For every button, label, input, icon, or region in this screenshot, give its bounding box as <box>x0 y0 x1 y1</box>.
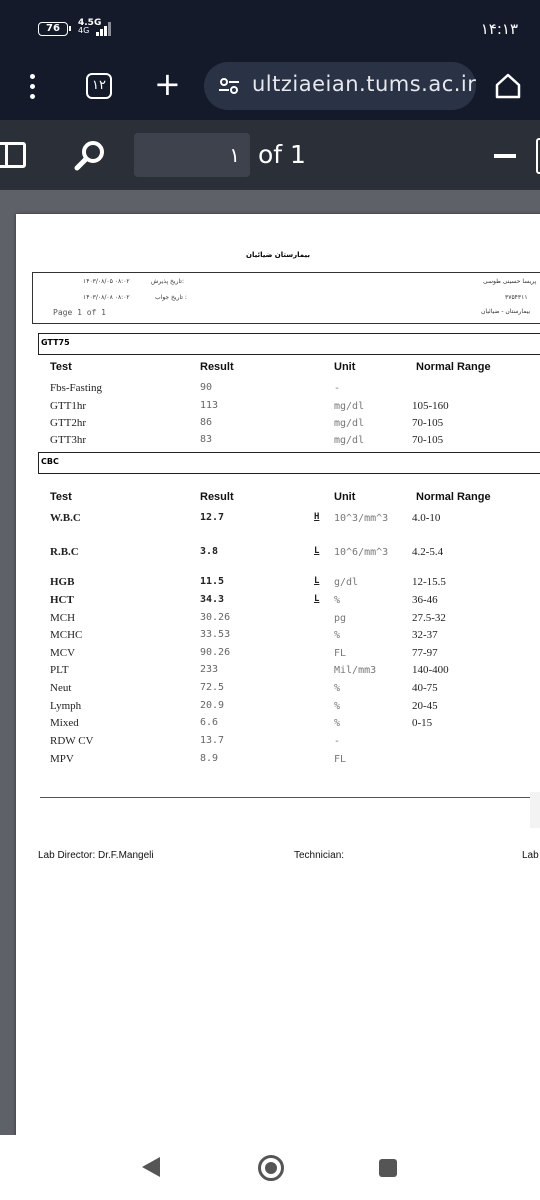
test-unit: 10^3/mm^3 <box>334 513 389 524</box>
table-row <box>16 612 540 630</box>
table-row <box>16 382 540 400</box>
table-row <box>16 647 540 665</box>
recents-icon[interactable] <box>379 1159 397 1177</box>
normal-range: 70-105 <box>412 434 444 446</box>
normal-range: 140-400 <box>412 664 449 676</box>
test-unit: FL <box>334 754 347 765</box>
test-result: 72.5 <box>200 682 225 693</box>
patient-id: ۳۷۵۴۳۱۱ <box>505 294 528 301</box>
tab-switcher-button[interactable]: ۱۲ <box>86 73 112 99</box>
test-result: 33.53 <box>200 629 231 640</box>
test-name: GTT3hr <box>50 434 87 446</box>
status-bar <box>0 0 540 56</box>
test-result: 30.26 <box>200 612 231 623</box>
battery-indicator: 76 <box>38 22 68 36</box>
result-flag: L <box>314 594 320 604</box>
table-row <box>16 400 540 418</box>
header-range: Normal Range <box>416 361 491 373</box>
table-row <box>16 700 540 718</box>
test-result: 90.26 <box>200 647 231 658</box>
test-unit: % <box>334 595 341 606</box>
normal-range: 40-75 <box>412 682 438 694</box>
sidebar-toggle-icon[interactable] <box>0 142 26 168</box>
normal-range: 36-46 <box>412 594 438 606</box>
table-row <box>16 735 540 753</box>
test-name: Mixed <box>50 717 79 729</box>
test-result: 11.5 <box>200 576 225 587</box>
network-type: 4.5G <box>78 18 102 28</box>
table-row <box>16 434 540 452</box>
table-row <box>16 664 540 682</box>
test-name: HGB <box>50 576 75 588</box>
test-result: 13.7 <box>200 735 225 746</box>
test-result: 20.9 <box>200 700 225 711</box>
table-row <box>16 717 540 735</box>
divider <box>40 797 540 798</box>
lab-label: Lab <box>522 850 539 861</box>
test-unit: % <box>334 718 341 729</box>
test-name: MPV <box>50 753 74 765</box>
browser-toolbar <box>0 56 540 120</box>
hospital-name: بیمارستان ضیائیان <box>246 251 310 259</box>
system-nav-bar <box>0 1135 540 1200</box>
header-test: Test <box>50 491 72 503</box>
test-name: HCT <box>50 594 74 606</box>
admission-value: ۱۴۰۳/۰۸/۰۵ ۰۸:۰۲ <box>83 278 130 285</box>
result-flag: L <box>314 546 320 556</box>
answer-value: ۱۴۰۳/۰۸/۰۸ ۰۸:۰۲ <box>83 294 130 301</box>
result-flag: H <box>314 512 320 522</box>
test-unit: mg/dl <box>334 435 365 446</box>
table-row <box>16 576 540 594</box>
test-result: 86 <box>200 417 213 428</box>
test-unit: pg <box>334 613 347 624</box>
pdf-viewer[interactable] <box>0 190 540 1135</box>
header-result: Result <box>200 361 234 373</box>
test-name: MCHC <box>50 629 83 641</box>
table-row <box>16 629 540 647</box>
header-unit: Unit <box>334 361 356 373</box>
browser-menu-icon[interactable] <box>30 74 36 100</box>
new-tab-icon[interactable]: + <box>154 65 181 103</box>
search-icon[interactable] <box>74 140 106 172</box>
header-unit: Unit <box>334 491 356 503</box>
header-result: Result <box>200 491 234 503</box>
url-text[interactable]: ultziaeian.tums.ac.ir <box>252 72 477 96</box>
technician-label: Technician: <box>294 850 345 861</box>
zoom-out-icon[interactable] <box>494 154 516 158</box>
normal-range: 70-105 <box>412 417 444 429</box>
normal-range: 4.0-10 <box>412 512 441 524</box>
test-name: Lymph <box>50 700 82 712</box>
normal-range: 4.2-5.4 <box>412 546 444 558</box>
test-result: 90 <box>200 382 213 393</box>
test-result: 6.6 <box>200 717 219 728</box>
test-name: Neut <box>50 682 72 694</box>
normal-range: 12-15.5 <box>412 576 446 588</box>
test-unit: 10^6/mm^3 <box>334 547 389 558</box>
normal-range: 20-45 <box>412 700 438 712</box>
test-name: Fbs-Fasting <box>50 382 102 394</box>
test-result: 113 <box>200 400 219 411</box>
back-icon[interactable] <box>142 1157 160 1177</box>
normal-range: 27.5-32 <box>412 612 446 624</box>
test-name: PLT <box>50 664 69 676</box>
department: بیمارستان - ضیائیان <box>481 308 531 315</box>
test-unit: - <box>334 383 341 394</box>
test-unit: mg/dl <box>334 418 365 429</box>
test-unit: - <box>334 736 341 747</box>
status-time: ۱۴:۱۳ <box>480 20 518 38</box>
home-icon[interactable] <box>494 72 522 100</box>
address-bar[interactable] <box>204 62 476 110</box>
test-unit: % <box>334 630 341 641</box>
test-unit: % <box>334 683 341 694</box>
test-unit: FL <box>334 648 347 659</box>
table-row <box>16 753 540 771</box>
table-row <box>16 417 540 435</box>
admission-label: تاریخ پذیرش: <box>151 278 185 285</box>
page-number-input[interactable]: ۱ <box>134 133 250 177</box>
normal-range: 32-37 <box>412 629 438 641</box>
section-gtt75: GTT75 <box>38 333 540 355</box>
test-name: W.B.C <box>50 512 81 524</box>
home-nav-icon[interactable] <box>258 1155 284 1181</box>
signal-icon <box>96 22 114 36</box>
test-result: 34.3 <box>200 594 225 605</box>
pdf-toolbar <box>0 120 540 190</box>
test-name: RDW CV <box>50 735 94 747</box>
table-row <box>16 682 540 700</box>
normal-range: 0-15 <box>412 717 433 729</box>
answer-label: تاریخ جواب : <box>155 294 187 301</box>
network-sub: 4G <box>78 26 90 35</box>
faint-block <box>530 792 540 828</box>
normal-range: 77-97 <box>412 647 438 659</box>
test-unit: mg/dl <box>334 401 365 412</box>
table-row <box>16 546 540 564</box>
page-count: of 1 <box>258 140 306 169</box>
table-row <box>16 512 540 530</box>
patient-info-box <box>32 272 540 324</box>
zoom-in-button[interactable] <box>536 138 540 174</box>
test-result: 8.9 <box>200 753 219 764</box>
test-name: MCV <box>50 647 76 659</box>
test-unit: Mil/mm3 <box>334 665 377 676</box>
result-flag: L <box>314 576 320 586</box>
normal-range: 105-160 <box>412 400 449 412</box>
test-result: 12.7 <box>200 512 225 523</box>
test-name: MCH <box>50 612 76 624</box>
test-result: 83 <box>200 434 213 445</box>
section-cbc: CBC <box>38 452 540 474</box>
lab-director: Lab Director: Dr.F.Mangeli <box>38 850 154 861</box>
site-settings-icon[interactable] <box>218 75 240 97</box>
test-name: R.B.C <box>50 546 79 558</box>
pdf-page <box>16 214 540 1135</box>
test-unit: g/dl <box>334 577 359 588</box>
test-name: GTT2hr <box>50 417 87 429</box>
test-result: 3.8 <box>200 546 219 557</box>
table-row <box>16 594 540 612</box>
header-range: Normal Range <box>416 491 491 503</box>
test-unit: % <box>334 701 341 712</box>
header-test: Test <box>50 361 72 373</box>
test-result: 233 <box>200 664 219 675</box>
page-info: Page 1 of 1 <box>53 308 106 317</box>
test-name: GTT1hr <box>50 400 87 412</box>
patient-name: پریسا حسینی طوسی <box>483 278 537 285</box>
